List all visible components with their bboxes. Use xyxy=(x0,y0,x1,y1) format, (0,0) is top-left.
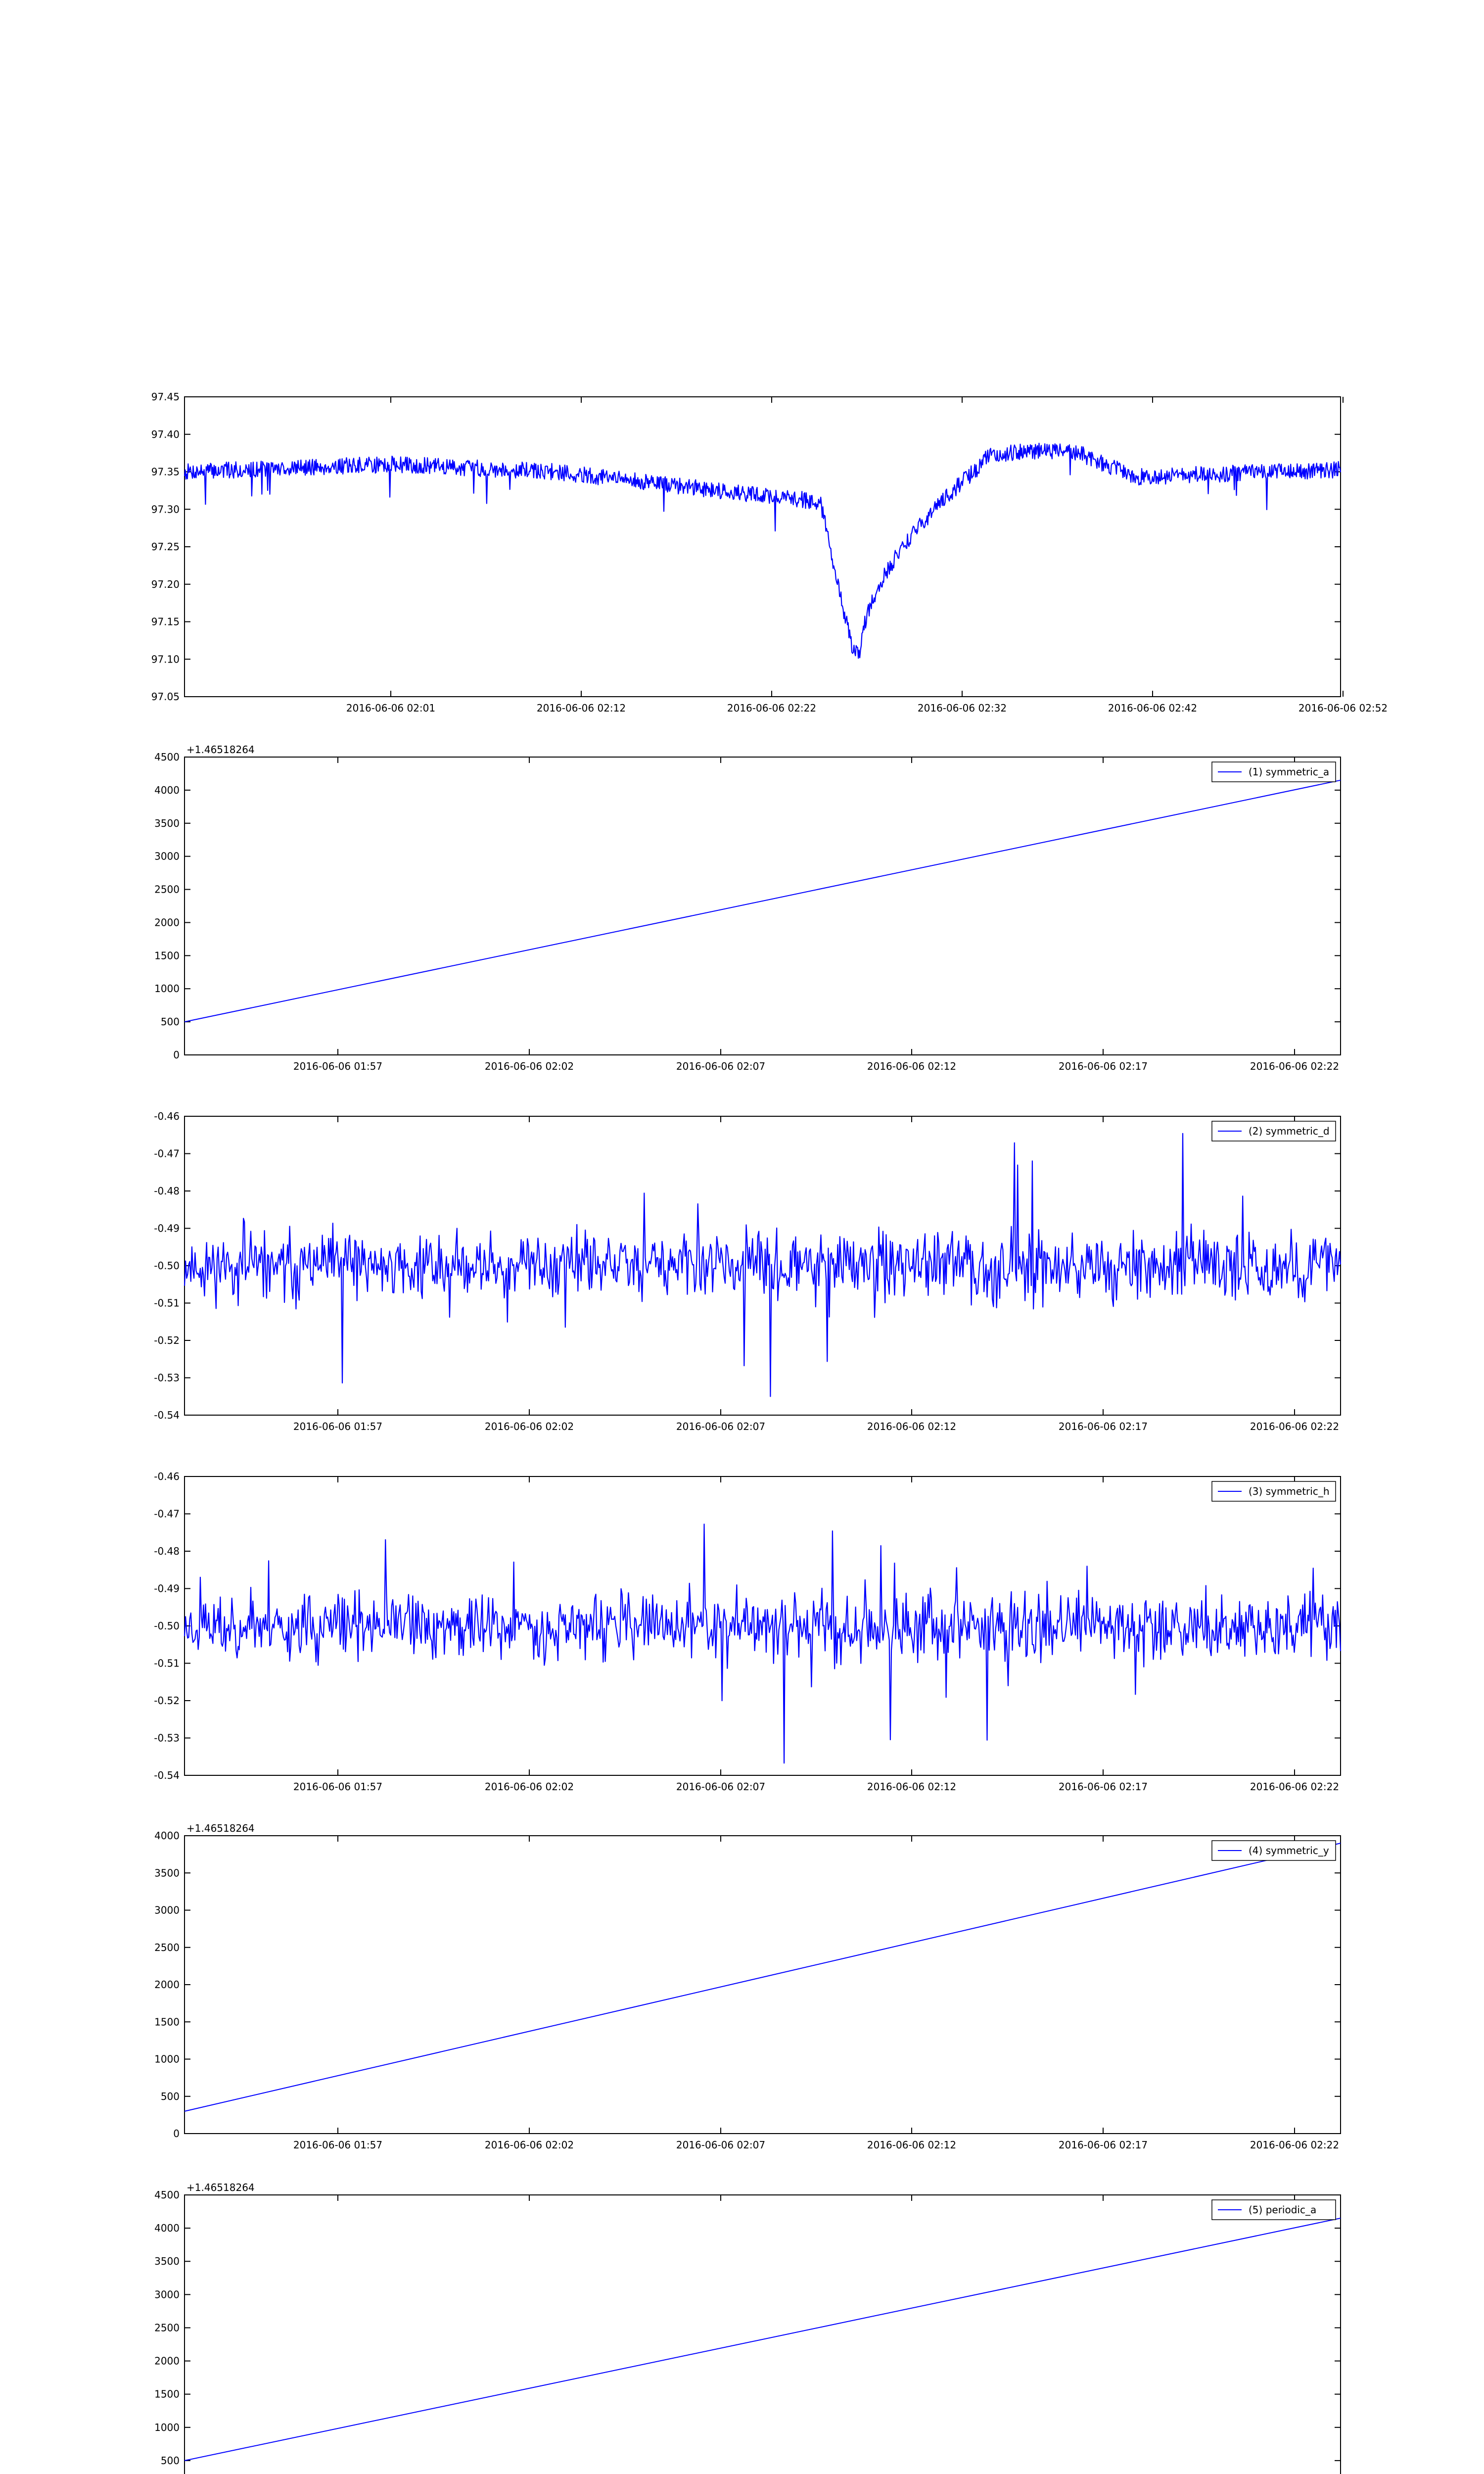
x-tick-label: 2016-06-06 01:57 xyxy=(293,1060,383,1072)
y-tick-label: -0.47 xyxy=(154,1147,180,1160)
y-tick-label: -0.54 xyxy=(154,1409,180,1421)
y-tick-label: -0.47 xyxy=(154,1508,180,1520)
y-tick-label: 0 xyxy=(173,2128,180,2140)
x-tick-label: 2016-06-06 02:22 xyxy=(727,702,817,714)
y-tick-label: 97.05 xyxy=(151,691,180,703)
x-tick-label: 2016-06-06 02:12 xyxy=(867,1421,957,1432)
y-tick-label: 4000 xyxy=(154,784,180,796)
x-tick-label: 2016-06-06 02:02 xyxy=(484,1060,574,1072)
x-tick-label: 2016-06-06 02:22 xyxy=(1250,2139,1340,2151)
legend-label: (3) symmetric_h xyxy=(1249,1485,1330,1497)
y-tick-label: 4000 xyxy=(154,2222,180,2235)
y-tick-label: 3000 xyxy=(154,2288,180,2301)
x-tick-label: 2016-06-06 02:22 xyxy=(1250,1421,1340,1432)
x-tick-label: 2016-06-06 02:17 xyxy=(1058,1421,1148,1432)
x-tick-label: 2016-06-06 02:12 xyxy=(536,702,626,714)
y-tick-label: -0.46 xyxy=(154,1110,180,1122)
legend-label: (2) symmetric_d xyxy=(1249,1125,1330,1137)
y-tick-label: -0.52 xyxy=(154,1695,180,1707)
chart-panel-1 xyxy=(151,391,1388,714)
y-tick-label: 97.10 xyxy=(151,653,180,666)
chart-panel-2 xyxy=(154,744,1341,1072)
y-tick-label: 500 xyxy=(160,2090,180,2102)
chart-panel-3 xyxy=(154,1110,1341,1432)
y-tick-label: -0.49 xyxy=(154,1222,180,1235)
y-tick-label: 3500 xyxy=(154,2255,180,2268)
x-tick-label: 2016-06-06 01:57 xyxy=(293,2139,383,2151)
series-line xyxy=(185,443,1341,658)
y-tick-label: 2000 xyxy=(154,916,180,929)
legend-label: (4) symmetric_y xyxy=(1249,1845,1329,1856)
y-tick-label: 97.15 xyxy=(151,616,180,628)
x-tick-label: 2016-06-06 02:07 xyxy=(676,2139,766,2151)
x-tick-label: 2016-06-06 02:22 xyxy=(1250,1781,1340,1793)
x-tick-label: 2016-06-06 02:32 xyxy=(917,702,1007,714)
axis-offset-label: +1.46518264 xyxy=(186,744,255,756)
plot-frame xyxy=(185,397,1341,697)
y-tick-label: -0.49 xyxy=(154,1582,180,1595)
y-tick-label: 3500 xyxy=(154,1867,180,1879)
x-tick-label: 2016-06-06 02:17 xyxy=(1058,2139,1148,2151)
x-tick-label: 2016-06-06 02:02 xyxy=(484,1781,574,1793)
x-tick-label: 2016-06-06 02:17 xyxy=(1058,1781,1148,1793)
y-tick-label: 1000 xyxy=(154,2053,180,2065)
y-tick-label: 3000 xyxy=(154,850,180,862)
x-tick-label: 2016-06-06 02:07 xyxy=(676,1421,766,1432)
y-tick-label: 2000 xyxy=(154,1979,180,1991)
plot-frame xyxy=(185,2195,1341,2474)
y-tick-label: 3500 xyxy=(154,817,180,829)
x-tick-label: 2016-06-06 02:12 xyxy=(867,2139,957,2151)
series-line xyxy=(185,1843,1341,2111)
x-tick-label: 2016-06-06 02:52 xyxy=(1298,702,1388,714)
axis-offset-label: +1.46518264 xyxy=(186,1822,255,1834)
plot-frame xyxy=(185,757,1341,1055)
x-tick-label: 2016-06-06 02:07 xyxy=(676,1060,766,1072)
y-tick-label: 2000 xyxy=(154,2355,180,2367)
x-tick-label: 2016-06-06 02:12 xyxy=(867,1781,957,1793)
y-tick-label: 500 xyxy=(160,2454,180,2467)
x-tick-label: 2016-06-06 02:42 xyxy=(1108,702,1198,714)
y-tick-label: 2500 xyxy=(154,1941,180,1953)
x-tick-label: 2016-06-06 02:12 xyxy=(867,1060,957,1072)
y-tick-label: -0.50 xyxy=(154,1260,180,1272)
y-tick-label: 500 xyxy=(160,1016,180,1028)
series-line xyxy=(185,1524,1341,1763)
y-tick-label: -0.51 xyxy=(154,1297,180,1309)
y-tick-label: 97.30 xyxy=(151,503,180,516)
y-tick-label: -0.52 xyxy=(154,1334,180,1346)
y-tick-label: -0.54 xyxy=(154,1769,180,1781)
x-tick-label: 2016-06-06 02:02 xyxy=(484,1421,574,1432)
y-tick-label: -0.50 xyxy=(154,1620,180,1632)
y-tick-label: -0.48 xyxy=(154,1545,180,1557)
y-tick-label: 97.35 xyxy=(151,466,180,478)
y-tick-label: 2500 xyxy=(154,2322,180,2334)
y-tick-label: 4000 xyxy=(154,1830,180,1842)
y-tick-label: 3000 xyxy=(154,1904,180,1916)
x-tick-label: 2016-06-06 01:57 xyxy=(293,1421,383,1432)
x-tick-label: 2016-06-06 02:07 xyxy=(676,1781,766,1793)
x-tick-label: 2016-06-06 02:02 xyxy=(484,2139,574,2151)
series-line xyxy=(185,780,1341,1022)
y-tick-label: 1000 xyxy=(154,2421,180,2433)
y-tick-label: -0.53 xyxy=(154,1732,180,1744)
y-tick-label: 1000 xyxy=(154,983,180,995)
y-tick-label: 97.25 xyxy=(151,541,180,553)
y-tick-label: 0 xyxy=(173,1049,180,1061)
series-line xyxy=(185,2218,1341,2461)
legend-label: (5) periodic_a xyxy=(1249,2204,1317,2216)
plot-frame xyxy=(185,1836,1341,2134)
chart-panel-5 xyxy=(154,1822,1341,2151)
y-tick-label: -0.48 xyxy=(154,1185,180,1197)
x-tick-label: 2016-06-06 01:57 xyxy=(293,1781,383,1793)
y-tick-label: -0.53 xyxy=(154,1372,180,1384)
y-tick-label: 97.20 xyxy=(151,578,180,590)
series-line xyxy=(185,1134,1341,1396)
y-tick-label: 1500 xyxy=(154,2388,180,2400)
y-tick-label: -0.51 xyxy=(154,1657,180,1669)
x-tick-label: 2016-06-06 02:17 xyxy=(1058,1060,1148,1072)
y-tick-label: 4500 xyxy=(154,751,180,763)
y-tick-label: 1500 xyxy=(154,2016,180,2028)
y-tick-label: 1500 xyxy=(154,950,180,962)
x-tick-label: 2016-06-06 02:01 xyxy=(346,702,436,714)
legend-label: (1) symmetric_a xyxy=(1249,766,1330,778)
chart-panel-4 xyxy=(154,1471,1341,1793)
y-tick-label: -0.46 xyxy=(154,1471,180,1482)
chart-panel-6 xyxy=(154,2182,1341,2474)
axis-offset-label: +1.46518264 xyxy=(186,2182,255,2193)
y-tick-label: 97.45 xyxy=(151,391,180,403)
y-tick-label: 4500 xyxy=(154,2189,180,2201)
y-tick-label: 2500 xyxy=(154,883,180,896)
y-tick-label: 97.40 xyxy=(151,428,180,440)
x-tick-label: 2016-06-06 02:22 xyxy=(1250,1060,1340,1072)
